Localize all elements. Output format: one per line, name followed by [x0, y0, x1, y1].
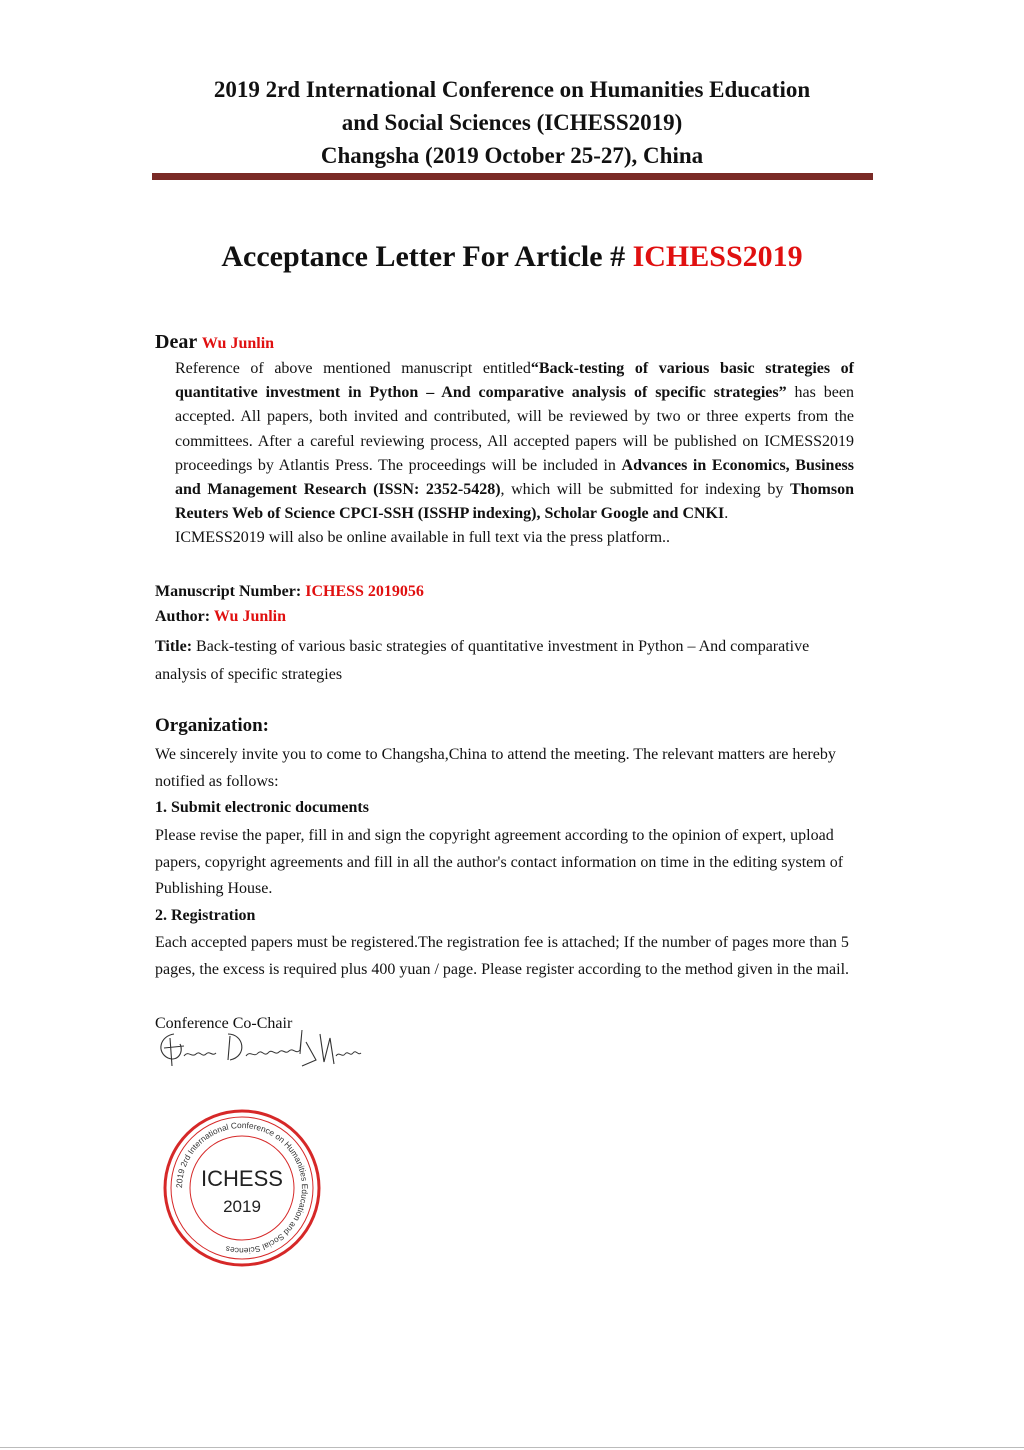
- title-prefix: Acceptance Letter For Article #: [221, 240, 633, 273]
- author-label: Author:: [155, 608, 214, 625]
- svg-text:2019: 2019: [223, 1197, 261, 1216]
- body-acceptance: has been accepted. All papers, both invited and contributed, will be reviewed by two or three experts from the committees. After a careful reviewing process, All accepted papers will be published on ICMESS2019 proceedings by Atlantis Press. The proceedings will be included in: [175, 384, 855, 474]
- page-bottom-rule: [0, 1447, 1024, 1448]
- organization-intro: We sincerely invite you to come to Changsha,China to attend the meeting. The relevant matters are hereby notified as follows:: [155, 746, 836, 790]
- indexing-services: Thomson Reuters Web of Science CPCI-SSH (ISSHP indexing), Scholar Google and CNKI: [175, 481, 854, 523]
- title-article-id: ICHESS2019: [632, 240, 803, 273]
- manuscript-number: ICHESS 2019056: [305, 583, 424, 600]
- author-name: Wu Junlin: [213, 608, 287, 625]
- title-label: Title:: [155, 638, 193, 655]
- greeting-dear: Dear: [155, 331, 197, 353]
- body-intro: Reference of above mentioned manuscript entitled: [175, 360, 531, 377]
- proceedings-series: Advances in Economics, Business and Management Research (ISSN: 2352-5428): [175, 456, 854, 499]
- svg-text:ICHESS: ICHESS: [201, 1166, 283, 1191]
- conference-chair-label: Conference Co-Chair: [155, 1015, 293, 1032]
- header-line-2: and Social Sciences (ICHESS2019): [341, 110, 683, 135]
- header-line-1: 2019 2rd International Conference on Humanities Education: [213, 77, 811, 102]
- greeting: [155, 331, 274, 354]
- item2-text: Each accepted papers must be registered.The registration fee is attached; If the number of pages more than 5 pages, the excess is required plus 400 yuan / page. Please register according to the method given in the mail.: [155, 934, 850, 978]
- body-paragraph: [175, 357, 854, 551]
- signature-image: [150, 1026, 365, 1072]
- body-period: .: [724, 505, 729, 523]
- greeting-name: Wu Junlin: [201, 335, 275, 352]
- conference-seal: [162, 1108, 322, 1268]
- title-line: [155, 633, 845, 689]
- body-indexing-intro: , which will be submitted for indexing by: [500, 481, 790, 499]
- author-line: [155, 608, 286, 626]
- item1-heading: 1. Submit electronic documents: [155, 799, 369, 816]
- manuscript-title: Back-testing of various basic strategies of quantitative investment in Python – And comparative analysis of specific strategies: [155, 638, 810, 683]
- header-line-3: Changsha (2019 October 25-27), China: [320, 143, 704, 168]
- item2-heading: 2. Registration: [155, 907, 256, 924]
- manuscript-number-line: [155, 583, 424, 601]
- item1-text: Please revise the paper, fill in and sign the copyright agreement according to the opinion of expert, upload papers, copyright agreements and fill in all the author's contact information on time in the editing system of Publishing House.: [155, 827, 844, 898]
- svg-text:2019 2rd International Confere: 2019 2rd International Conference on Humanities Education and Social Sciences: [173, 1119, 311, 1257]
- letter-title: [0, 240, 1024, 274]
- paper-title: “Back-testing of various basic strategies of quantitative investment in Python – And comparative analysis of specific strategies”: [175, 360, 855, 402]
- organization-heading: Organization:: [155, 715, 269, 736]
- header-rule: [152, 173, 873, 180]
- manuscript-number-label: Manuscript Number:: [155, 583, 306, 600]
- body-online: ICMESS2019 will also be online available in full text via the press platform..: [175, 529, 671, 547]
